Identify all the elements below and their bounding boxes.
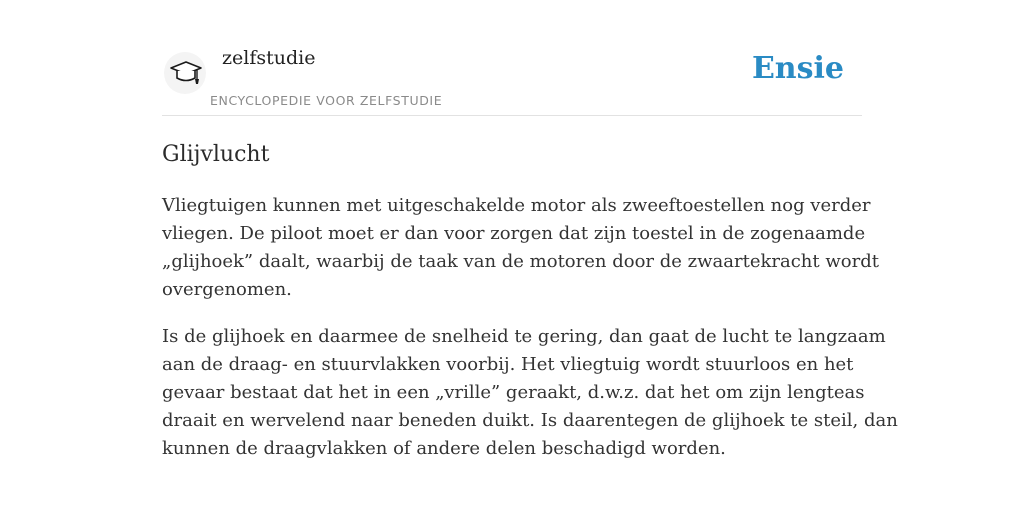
graduation-cap-icon-graphic	[168, 58, 204, 88]
site-header	[162, 40, 862, 116]
article-title: Glijvlucht	[162, 142, 270, 167]
paragraph-line: gevaar bestaat dat het in een „vrille” geraakt, d.w.z. dat het om zijn lengteas	[162, 382, 865, 403]
graduation-cap-icon[interactable]	[164, 52, 206, 94]
paragraph-line: Vliegtuigen kunnen met uitgeschakelde motor als zweeftoestellen nog verder	[162, 195, 871, 216]
article-paragraph	[162, 323, 898, 463]
paragraph-line: draait en wervelend naar beneden duikt. Is daarentegen de glijhoek te steil, dan	[162, 410, 898, 431]
paragraph-line: „glijhoek” daalt, waarbij de taak van de motoren door de zwaartekracht wordt	[162, 251, 879, 272]
paragraph-line: kunnen de draagvlakken of andere delen beschadigd worden.	[162, 438, 726, 459]
paragraph-line: overgenomen.	[162, 279, 292, 300]
article-paragraph	[162, 192, 879, 304]
site-tagline: ENCYCLOPEDIE VOOR ZELFSTUDIE	[210, 93, 443, 108]
paragraph-line: aan de draag- en stuurvlakken voorbij. Het vliegtuig wordt stuurloos en het	[162, 354, 854, 375]
paragraph-line: Is de glijhoek en daarmee de snelheid te gering, dan gaat de lucht te langzaam	[162, 326, 886, 347]
site-name[interactable]: zelfstudie	[222, 47, 316, 69]
brand-logo-link[interactable]: Ensie	[751, 51, 844, 86]
paragraph-line: vliegen. De piloot moet er dan voor zorgen dat zijn toestel in de zogenaamde	[162, 223, 866, 244]
